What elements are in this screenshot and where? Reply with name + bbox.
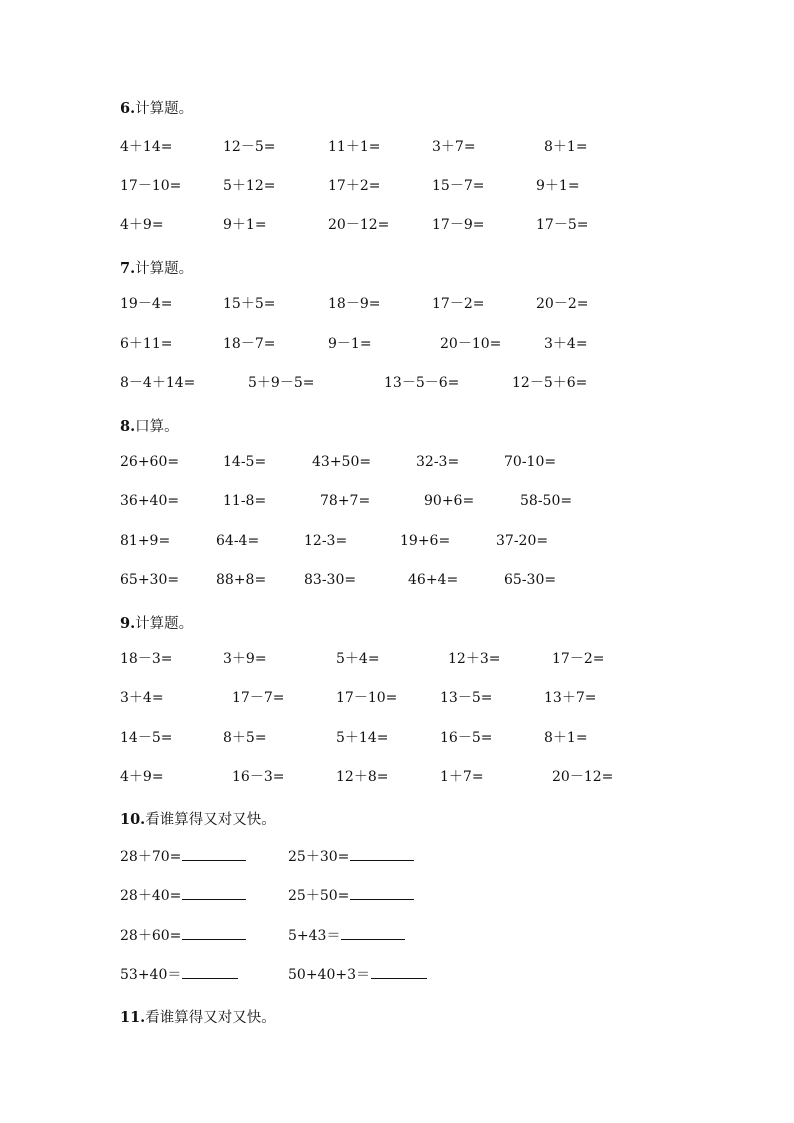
math-expression xyxy=(120,651,172,667)
math-expression xyxy=(120,848,246,865)
expression-text: 8＋1= xyxy=(544,139,588,155)
expression-text: 15＋5= xyxy=(223,296,276,312)
expression-text: 28＋70= xyxy=(120,849,182,865)
math-expression xyxy=(328,296,380,312)
math-expression xyxy=(512,375,587,391)
expression-text: 3＋9= xyxy=(223,651,267,667)
expression-text: 88+8= xyxy=(216,572,267,588)
expression-text: 19+6= xyxy=(400,533,451,549)
math-expression xyxy=(520,493,572,509)
math-expression xyxy=(223,493,266,509)
math-expression xyxy=(223,178,275,194)
math-expression xyxy=(312,454,371,470)
expression-text: 18－9= xyxy=(328,296,381,312)
math-expression xyxy=(120,887,246,904)
expression-text: 1＋7= xyxy=(440,769,484,785)
section-title xyxy=(120,415,179,436)
expression-text: 12＋3= xyxy=(448,651,501,667)
math-expression xyxy=(232,769,284,785)
math-expression xyxy=(248,375,314,391)
section-title-text: 看谁算得又对又快。 xyxy=(145,812,276,828)
answer-blank[interactable] xyxy=(350,848,414,861)
expression-text: 4＋14= xyxy=(120,139,173,155)
expression-text: 4＋9= xyxy=(120,769,164,785)
math-expression xyxy=(223,217,267,233)
math-expression xyxy=(304,572,356,588)
expression-text: 20－2= xyxy=(536,296,589,312)
math-expression xyxy=(440,336,501,352)
expression-text: 50+40+3＝ xyxy=(288,967,370,983)
section-title-text: 看谁算得又对又快。 xyxy=(145,1010,276,1026)
answer-blank[interactable] xyxy=(371,966,427,979)
math-expression xyxy=(552,651,604,667)
expression-text: 25＋30= xyxy=(288,849,350,865)
expression-text: 17－5= xyxy=(536,217,589,233)
math-expression xyxy=(120,139,172,155)
expression-text: 5＋9－5= xyxy=(248,375,315,391)
math-expression xyxy=(223,296,275,312)
section-title-text: 口算。 xyxy=(135,419,179,435)
section-number: 7. xyxy=(120,260,136,277)
expression-text: 32-3= xyxy=(416,454,460,470)
expression-text: 8＋1= xyxy=(544,730,588,746)
section-title xyxy=(120,97,193,118)
expression-text: 46+4= xyxy=(408,572,459,588)
math-expression xyxy=(336,730,388,746)
math-expression xyxy=(232,690,284,706)
expression-text: 11-8= xyxy=(223,493,267,509)
math-expression xyxy=(304,533,347,549)
math-expression xyxy=(432,178,484,194)
math-expression xyxy=(544,336,588,352)
math-expression xyxy=(328,336,372,352)
math-expression xyxy=(384,375,459,391)
expression-text: 43+50= xyxy=(312,454,372,470)
math-expression xyxy=(536,178,580,194)
math-expression xyxy=(432,217,484,233)
expression-text: 12－5= xyxy=(223,139,276,155)
section-title xyxy=(120,257,193,278)
expression-text: 15－7= xyxy=(432,178,485,194)
expression-text: 6＋11= xyxy=(120,336,173,352)
expression-text: 5＋14= xyxy=(336,730,389,746)
expression-text: 11＋1= xyxy=(328,139,381,155)
section-number: 6. xyxy=(120,100,136,117)
math-expression xyxy=(288,927,405,944)
expression-text: 12－5＋6= xyxy=(512,375,588,391)
expression-text: 65+30= xyxy=(120,572,180,588)
math-expression xyxy=(120,966,238,983)
section-title xyxy=(120,808,276,829)
math-expression xyxy=(416,454,459,470)
math-expression xyxy=(424,493,474,509)
expression-text: 83-30= xyxy=(304,572,357,588)
answer-blank[interactable] xyxy=(341,927,405,940)
expression-text: 18－3= xyxy=(120,651,173,667)
math-expression xyxy=(288,966,427,983)
math-expression xyxy=(120,178,181,194)
math-expression xyxy=(504,572,556,588)
section-title-text: 计算题。 xyxy=(135,261,194,277)
math-expression xyxy=(120,454,179,470)
math-expression xyxy=(120,533,170,549)
expression-text: 3＋7= xyxy=(432,139,476,155)
expression-text: 12-3= xyxy=(304,533,348,549)
expression-text: 13－5－6= xyxy=(384,375,460,391)
math-expression xyxy=(120,493,179,509)
math-expression xyxy=(223,730,267,746)
section-title xyxy=(120,612,193,633)
expression-text: 5+43＝ xyxy=(288,928,341,944)
math-expression xyxy=(120,296,172,312)
expression-text: 9＋1= xyxy=(536,178,580,194)
math-expression xyxy=(120,572,179,588)
answer-blank[interactable] xyxy=(182,927,246,940)
expression-text: 9－1= xyxy=(328,336,372,352)
math-expression xyxy=(120,927,246,944)
expression-text: 8＋5= xyxy=(223,730,267,746)
math-expression xyxy=(544,730,588,746)
answer-blank[interactable] xyxy=(182,966,238,979)
expression-text: 16－5= xyxy=(440,730,493,746)
math-expression xyxy=(544,139,588,155)
section-number: 8. xyxy=(120,418,136,435)
math-expression xyxy=(440,690,492,706)
math-expression xyxy=(120,769,164,785)
math-expression xyxy=(536,217,588,233)
math-expression xyxy=(120,375,195,391)
math-expression xyxy=(448,651,500,667)
math-expression xyxy=(336,690,397,706)
expression-text: 12＋8= xyxy=(336,769,389,785)
section-title-text: 计算题。 xyxy=(135,616,194,632)
section-title-text: 计算题。 xyxy=(135,101,194,117)
answer-blank[interactable] xyxy=(350,887,414,900)
math-expression xyxy=(440,769,484,785)
math-expression xyxy=(432,296,484,312)
expression-text: 16－3= xyxy=(232,769,285,785)
section-number: 11. xyxy=(120,1009,146,1026)
math-expression xyxy=(328,217,389,233)
section-number: 9. xyxy=(120,615,136,632)
math-expression xyxy=(552,769,613,785)
expression-text: 20－12= xyxy=(328,217,390,233)
math-expression xyxy=(432,139,476,155)
expression-text: 17－9= xyxy=(432,217,485,233)
expression-text: 17－10= xyxy=(336,690,398,706)
math-expression xyxy=(288,848,414,865)
math-expression xyxy=(120,336,172,352)
expression-text: 13＋7= xyxy=(544,690,597,706)
expression-text: 70-10= xyxy=(504,454,557,470)
expression-text: 37-20= xyxy=(496,533,549,549)
math-expression xyxy=(120,217,164,233)
math-expression xyxy=(408,572,458,588)
math-expression xyxy=(440,730,492,746)
math-expression xyxy=(400,533,450,549)
expression-text: 53+40＝ xyxy=(120,967,182,983)
section-title xyxy=(120,1006,276,1027)
expression-text: 28＋60= xyxy=(120,928,182,944)
answer-blank[interactable] xyxy=(182,887,246,900)
expression-text: 13－5= xyxy=(440,690,493,706)
expression-text: 5＋4= xyxy=(336,651,380,667)
expression-text: 25＋50= xyxy=(288,888,350,904)
expression-text: 78+7= xyxy=(320,493,371,509)
math-expression xyxy=(223,651,267,667)
math-expression xyxy=(336,769,388,785)
expression-text: 58-50= xyxy=(520,493,573,509)
expression-text: 3＋4= xyxy=(120,690,164,706)
expression-text: 14-5= xyxy=(223,454,267,470)
expression-text: 36+40= xyxy=(120,493,180,509)
expression-text: 17－2= xyxy=(432,296,485,312)
expression-text: 4＋9= xyxy=(120,217,164,233)
math-expression xyxy=(120,690,164,706)
expression-text: 17－7= xyxy=(232,690,285,706)
math-expression xyxy=(320,493,370,509)
expression-text: 18－7= xyxy=(223,336,276,352)
expression-text: 26+60= xyxy=(120,454,180,470)
math-expression xyxy=(216,533,259,549)
expression-text: 19－4= xyxy=(120,296,173,312)
expression-text: 90+6= xyxy=(424,493,475,509)
math-expression xyxy=(223,454,266,470)
math-expression xyxy=(223,336,275,352)
expression-text: 5＋12= xyxy=(223,178,276,194)
expression-text: 20－12= xyxy=(552,769,614,785)
expression-text: 9＋1= xyxy=(223,217,267,233)
expression-text: 17－2= xyxy=(552,651,605,667)
answer-blank[interactable] xyxy=(182,848,246,861)
math-expression xyxy=(328,139,380,155)
math-expression xyxy=(288,887,414,904)
math-expression xyxy=(496,533,548,549)
section-number: 10. xyxy=(120,811,146,828)
math-expression xyxy=(336,651,380,667)
expression-text: 17＋2= xyxy=(328,178,381,194)
expression-text: 81+9= xyxy=(120,533,171,549)
expression-text: 20－10= xyxy=(440,336,502,352)
math-expression xyxy=(544,690,596,706)
math-expression xyxy=(504,454,556,470)
expression-text: 28＋40= xyxy=(120,888,182,904)
math-expression xyxy=(328,178,380,194)
expression-text: 64-4= xyxy=(216,533,260,549)
expression-text: 65-30= xyxy=(504,572,557,588)
math-expression xyxy=(120,730,172,746)
math-expression xyxy=(216,572,266,588)
expression-text: 17－10= xyxy=(120,178,182,194)
expression-text: 14－5= xyxy=(120,730,173,746)
math-expression xyxy=(536,296,588,312)
expression-text: 3＋4= xyxy=(544,336,588,352)
math-expression xyxy=(223,139,275,155)
expression-text: 8－4＋14= xyxy=(120,375,196,391)
